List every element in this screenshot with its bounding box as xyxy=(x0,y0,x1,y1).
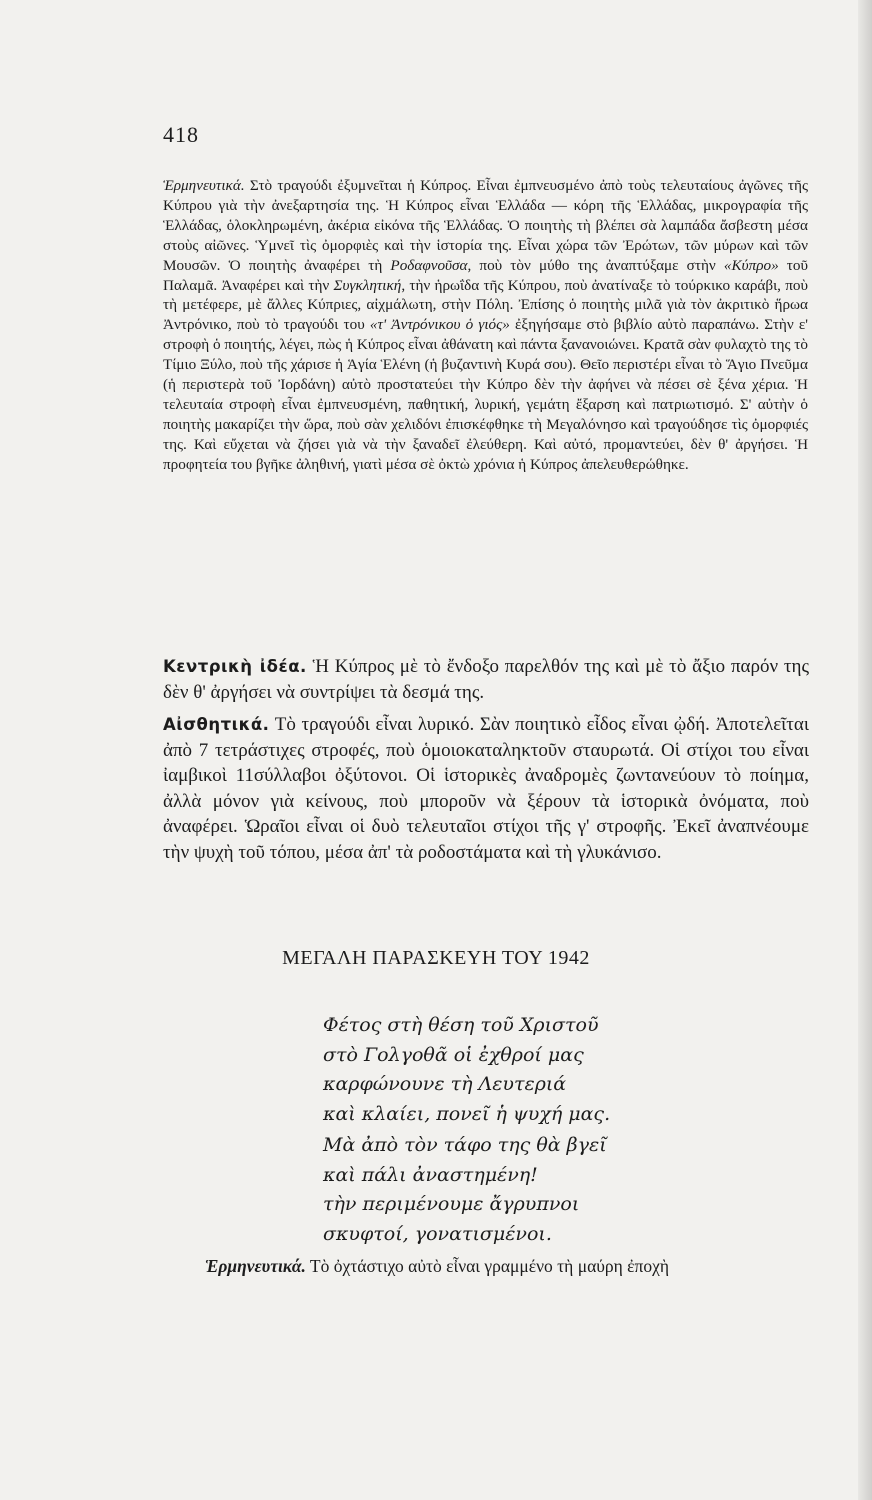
poem-line: τὴν περιμένουμε ἄγρυπνοι xyxy=(323,1193,580,1215)
commentary-text-1: Στὸ τραγούδι ἐξυμνεῖται ἡ Κύπρος. Εἶναι ἐμπνευσμένο ἀπὸ τοὺς τελευταίους ἀγῶνες τῆς Κύπρου γιὰ τὴν ἀνεξαρτησία της. Ἡ Κύπρος εἶναι Ἑλλάδα — κόρη τῆς Ἑλλάδας, μικρογραφία τῆς Ἑλλάδας, ὁλοκληρωμένη, ἀκέρια εἰκόνα τῆς Ἑλλάδας. Ὁ ποιητὴς τὴ βλέπει σὰ λαμπάδα ἄσβεστη μέσα στοὺς αἰῶνες. Ὑμνεῖ τὶς ὀμορφιὲς καὶ τὴν ἱστορία της. Εἶναι χώρα τῶν Ἐρώτων, τῶν μύρων καὶ τῶν Μουσῶν. Ὁ ποιητὴς ἀναφέρει τὴ xyxy=(163,177,808,274)
poem-line: Φέτος στὴ θέση τοῦ Χριστοῦ xyxy=(323,1014,599,1036)
commentary-text-2: , ποὺ τὸν μύθο της ἀναπτύξαμε στὴν xyxy=(467,256,724,274)
commentary-label: Ἑρμηνευτικά. xyxy=(163,177,245,194)
poem-line: καὶ πάλι ἀναστημένη! xyxy=(323,1163,538,1186)
commentary-text-3: τοῦ Παλαμᾶ. Ἀναφέρει καὶ τὴν xyxy=(163,256,809,294)
commentary-text-5: ἐξηγήσαμε στὸ βιβλίο αὐτὸ παραπάνω. Στὴν ε' στροφὴ ὁ ποιητής, λέγει, πὼς ἡ Κύπρος εἶναι ἀθάνατη καὶ πάντα ξανανοιώνει. Κρατᾶ σὰν φυλαχτὸ της τὸ Τίμιο Ξύλο, ποὺ τῆς χάρισε ἡ Ἁγία Ἑλένη (ἡ βυζαντινὴ Κυρά σου). Θεῖο περιστέρι εἶναι τὸ Ἅγιο Πνεῦμα (ἡ περιστερὰ τοῦ Ἰορδάνη) αὐτὸ προστατεύει τὴν Κύπρο δὲν τὴν ἀφήνει νὰ πέσει σὲ ξένα χέρια. Ἡ τελευταία στροφὴ εἶναι ἐμπνευσμένη, παθητική, λυρική, γεμάτη ἔξαρση καὶ πατριωτισμό. Σ' αὐτὴν ὁ ποιητὴς μακαρίζει τὴν ὥρα, ποὺ σὰν χελιδόνι ἐπισκέφθηκε τὴ Μεγαλόνησο καὶ τραγούδησε τὶς ὀμορφιές της. Καὶ εὔχεται νὰ ζήσει γιὰ νὰ τὴν ξαναδεῖ ἐλεύθερη. Καὶ αὐτό, προμαντεύει, δὲν θ' ἀργήσει. Ἡ προφητεία του βγῆκε ἀληθινή, γιατὶ μέσα σὲ ὀκτὼ χρόνια ἡ Κύπρος ἀπελευθερώθηκε. xyxy=(163,316,808,473)
commentary-ref-sygklitiki: Συγκλητική xyxy=(333,276,402,294)
commentary-text-4: , τὴν ἡρωΐδα τῆς Κύπρου, ποὺ ἀνατίναξε τὸ τούρκικο καράβι, ποὺ τὴ μετέφερε, μὲ ἄλλες Κύπριες, αἰχμάλωτη, στὴν Πόλη. Ἐπίσης ὁ ποιητὴς μιλᾶ γιὰ τὸν ἀκριτικὸ ἥρωα Ἀντρόνικο, ποὺ τὸ τραγούδι του xyxy=(163,276,808,334)
poem-line: καρφώνουνε τὴ Λευτεριά xyxy=(323,1073,567,1095)
poem-stanza-1 xyxy=(323,1011,703,1129)
aesthetic-label: Αἰσθητικά. xyxy=(163,715,270,734)
poem-line: σκυφτοί, γονατισμένοι. xyxy=(323,1222,552,1245)
poem-line: Μὰ ἀπὸ τὸν τάφο της θὰ βγεῖ xyxy=(323,1134,607,1156)
footer-text: Τὸ ὀχτάστιχο αὐτὸ εἶναι γραμμένο τὴ μαύρη ἐποχὴ xyxy=(305,1256,670,1276)
central-idea-paragraph xyxy=(163,654,809,705)
footer-label: Ἑρμηνευτικά. xyxy=(205,1256,306,1276)
commentary-ref-antronikos: «τ' Ἀντρόνικου ὁ γιός» xyxy=(369,316,510,334)
footer-commentary xyxy=(205,1256,845,1277)
page-edge-shadow xyxy=(858,0,872,1500)
poem-line: καὶ κλαίει, πονεῖ ἡ ψυχή μας. xyxy=(323,1102,611,1125)
commentary-ref-kypros: «Κύπρο» xyxy=(723,256,779,274)
central-idea-text: Ἡ Κύπρος μὲ τὸ ἔνδοξο παρελθόν της καὶ μὲ τὸ ἄξιο παρόν της δὲν θ' ἀργήσει νὰ συντρίψει τὰ δεσμά της. xyxy=(163,656,809,703)
central-idea-label: Κεντρικὴ ἰδέα. xyxy=(163,657,307,676)
aesthetic-paragraph xyxy=(163,712,809,865)
commentary-paragraph xyxy=(163,176,808,475)
page-number: 418 xyxy=(163,122,199,147)
commentary-ref-rodafnousa: Ροδαφνοῦσα xyxy=(390,256,468,274)
poem-stanza-2 xyxy=(323,1131,703,1249)
aesthetic-text: Τὸ τραγούδι εἶναι λυρικό. Σὰν ποιητικὸ εἶδος εἶναι ᾠδή. Ἀποτελεῖται ἀπὸ 7 τετράστιχες στροφές, ποὺ ὁμοιοκαταληκτοῦν σταυρωτά. Οἱ στίχοι του εἶναι ἰαμβικοὶ 11σύλλαβοι ὀξύτονοι. Οἱ ἱστορικὲς ἀναδρομὲς ζωντανεύουν τὸ ποίημα, ἀλλὰ μόνον γιὰ κείνους, ποὺ μποροῦν νὰ ξέρουν τὰ ἱστορικὰ ὀνόματα, ποὺ ἀναφέρει. Ὡραῖοι εἶναι οἱ δυὸ τελευταῖοι στίχοι τῆς γ' στροφῆς. Ἐκεῖ ἀναπνέουμε τὴν ψυχὴ τοῦ τόπου, μέσα ἀπ' τὰ ροδοστάματα καὶ τὴ γλυκάνισο. xyxy=(163,714,809,863)
poem-line: στὸ Γολγοθᾶ οἱ ἐχθροί μας xyxy=(323,1043,584,1066)
poem-title: ΜΕΓΑΛΗ ΠΑΡΑΣΚΕΥΗ ΤΟΥ 1942 xyxy=(282,947,590,969)
